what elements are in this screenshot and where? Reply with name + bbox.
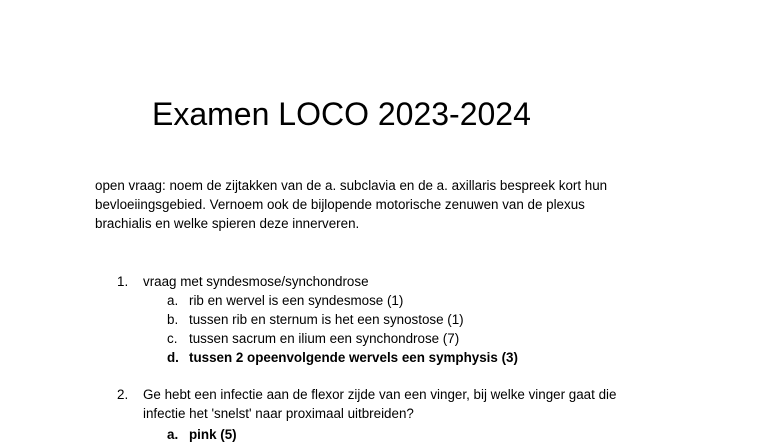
intro-line: open vraag: noem de zijtakken van de a. subclavia en de a. axillaris bespreek kort hun [95,178,608,193]
option-letter: d. [167,350,179,365]
question-number: 1. [117,274,129,289]
open-question-paragraph [95,176,695,233]
question-number: 2. [117,387,129,402]
document-title: Examen LOCO 2023-2024 [152,96,531,132]
option-letter: b. [167,312,179,327]
question-text: Ge hebt een infectie aan de flexor zijde van een vinger, bij welke vinger gaat die [143,387,617,402]
intro-line: brachialis en welke spieren deze innerveren. [95,216,360,231]
question-text: infectie het 'snelst' naar proximaal uitbreiden? [143,406,414,421]
option-letter: a. [167,427,179,442]
option-letter: c. [167,331,178,346]
option-letter: a. [167,293,179,308]
option-text: rib en wervel is een syndesmose (1) [189,293,404,308]
option-text: tussen rib en sternum is het een synostose (1) [189,312,464,327]
option-text: tussen sacrum en ilium een synchondrose (7) [189,331,460,346]
option-text: pink (5) [189,427,237,442]
option-text: tussen 2 opeenvolgende wervels een symphysis (3) [189,350,518,365]
question-text: vraag met syndesmose/synchondrose [143,274,369,289]
intro-line: bevloeiingsgebied. Vernoem ook de bijlopende motorische zenuwen van de plexus [95,197,585,212]
